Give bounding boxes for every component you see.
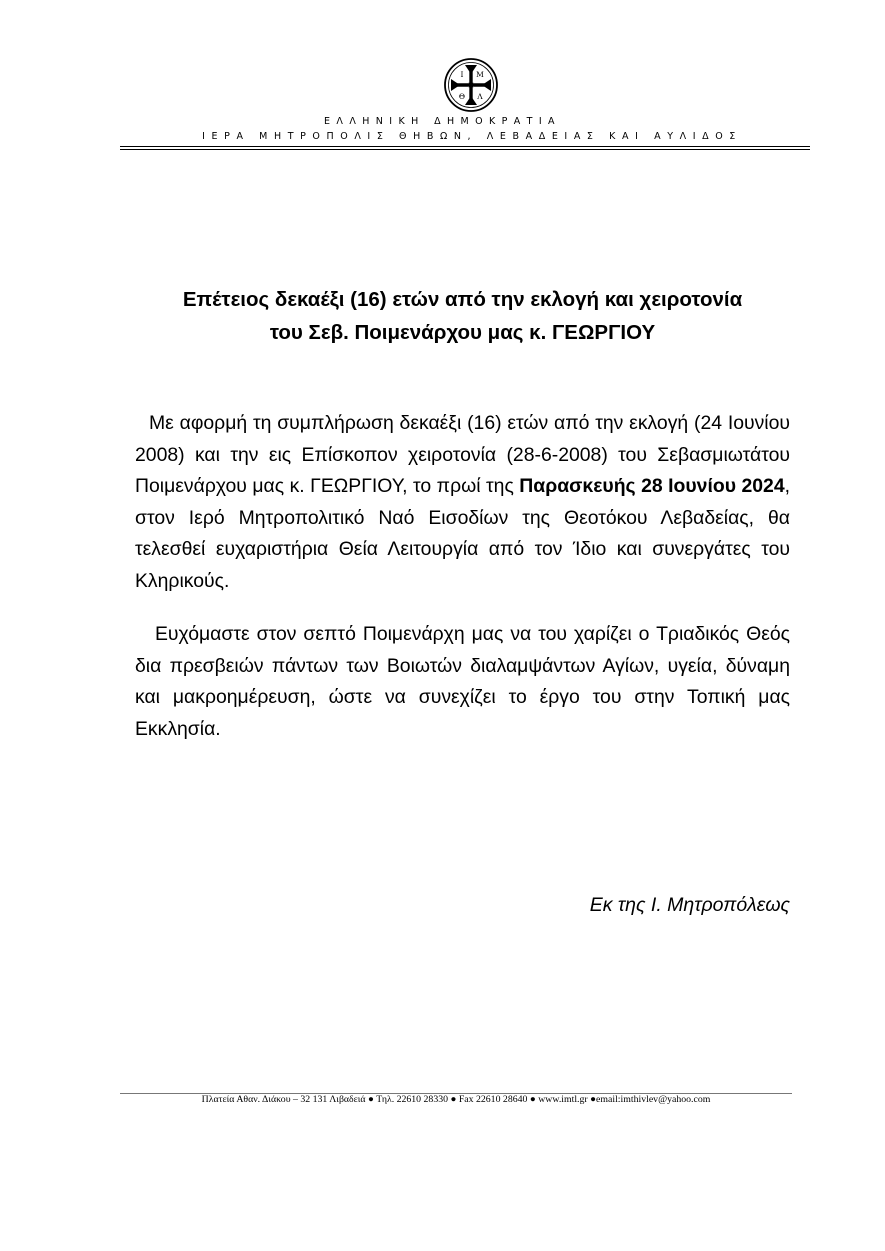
announcement-paragraph	[135, 408, 790, 598]
document-title	[110, 283, 815, 349]
header-divider	[120, 146, 810, 147]
header-divider	[120, 149, 810, 150]
seal-letter: Θ	[458, 92, 466, 101]
title-line: του Σεβ. Ποιμενάρχου μας κ. ΓΕΩΡΓΙΟΥ	[269, 321, 656, 344]
metropolis-seal-icon	[443, 57, 499, 113]
signature: Εκ της Ι. Μητροπόλεως	[589, 894, 790, 916]
footer-contact: Πλατεία Αθαν. Διάκου – 32 131 Λιβαδειά ● Τηλ. 22610 28330 ● Fax 22610 28640 ● www.imtl.gr ●email:imthivlev@yahoo.com	[201, 1094, 711, 1105]
paragraph-text: , στον Ιερό Μητροπολιτικό Ναό Εισοδίων της Θεοτόκου Λεβαδείας, θα τελεσθεί ευχαριστήρια Θεία Λειτουργία από τον Ίδιο και συνεργάτες του Κληρικούς.	[135, 475, 790, 592]
title-line: Επέτειος δεκαέξι (16) ετών από την εκλογή και χειροτονία	[182, 288, 743, 311]
paragraph-text: Με αφορμή τη συμπλήρωση δεκαέξι (16) ετών από την εκλογή (24 Ιουνίου 2008) και την εις Επίσκοπον χειροτονία (28-6-2008) του Σεβασμιωτάτου Ποιμενάρχου μας κ. ΓΕΩΡΓΙΟΥ, το πρωί της	[135, 412, 790, 498]
event-date: Παρασκευής 28 Ιουνίου 2024	[519, 475, 785, 498]
seal-letter: Μ	[476, 70, 484, 79]
metropolis-heading: ΙΕΡΑ ΜΗΤΡΟΠΟΛΙΣ ΘΗΒΩΝ, ΛΕΒΑΔΕΙΑΣ ΚΑΙ ΑΥΛΙΔΟΣ	[202, 131, 742, 142]
seal-letter: Ι	[460, 70, 464, 79]
seal-letter: Λ	[477, 92, 483, 101]
wishes-paragraph: Ευχόμαστε στον σεπτό Ποιμενάρχη μας να του χαρίζει ο Τριαδικός Θεός δια πρεσβειών πάντων των Βοιωτών διαλαμψάντων Αγίων, υγεία, δύναμη και μακροημέρευση, ώστε να συνεχίζει το έργο του στην Τοπική μας Εκκλησία.	[135, 623, 790, 740]
state-heading: ΕΛΛΗΝΙΚΗ ΔΗΜΟΚΡΑΤΙΑ	[324, 116, 561, 127]
